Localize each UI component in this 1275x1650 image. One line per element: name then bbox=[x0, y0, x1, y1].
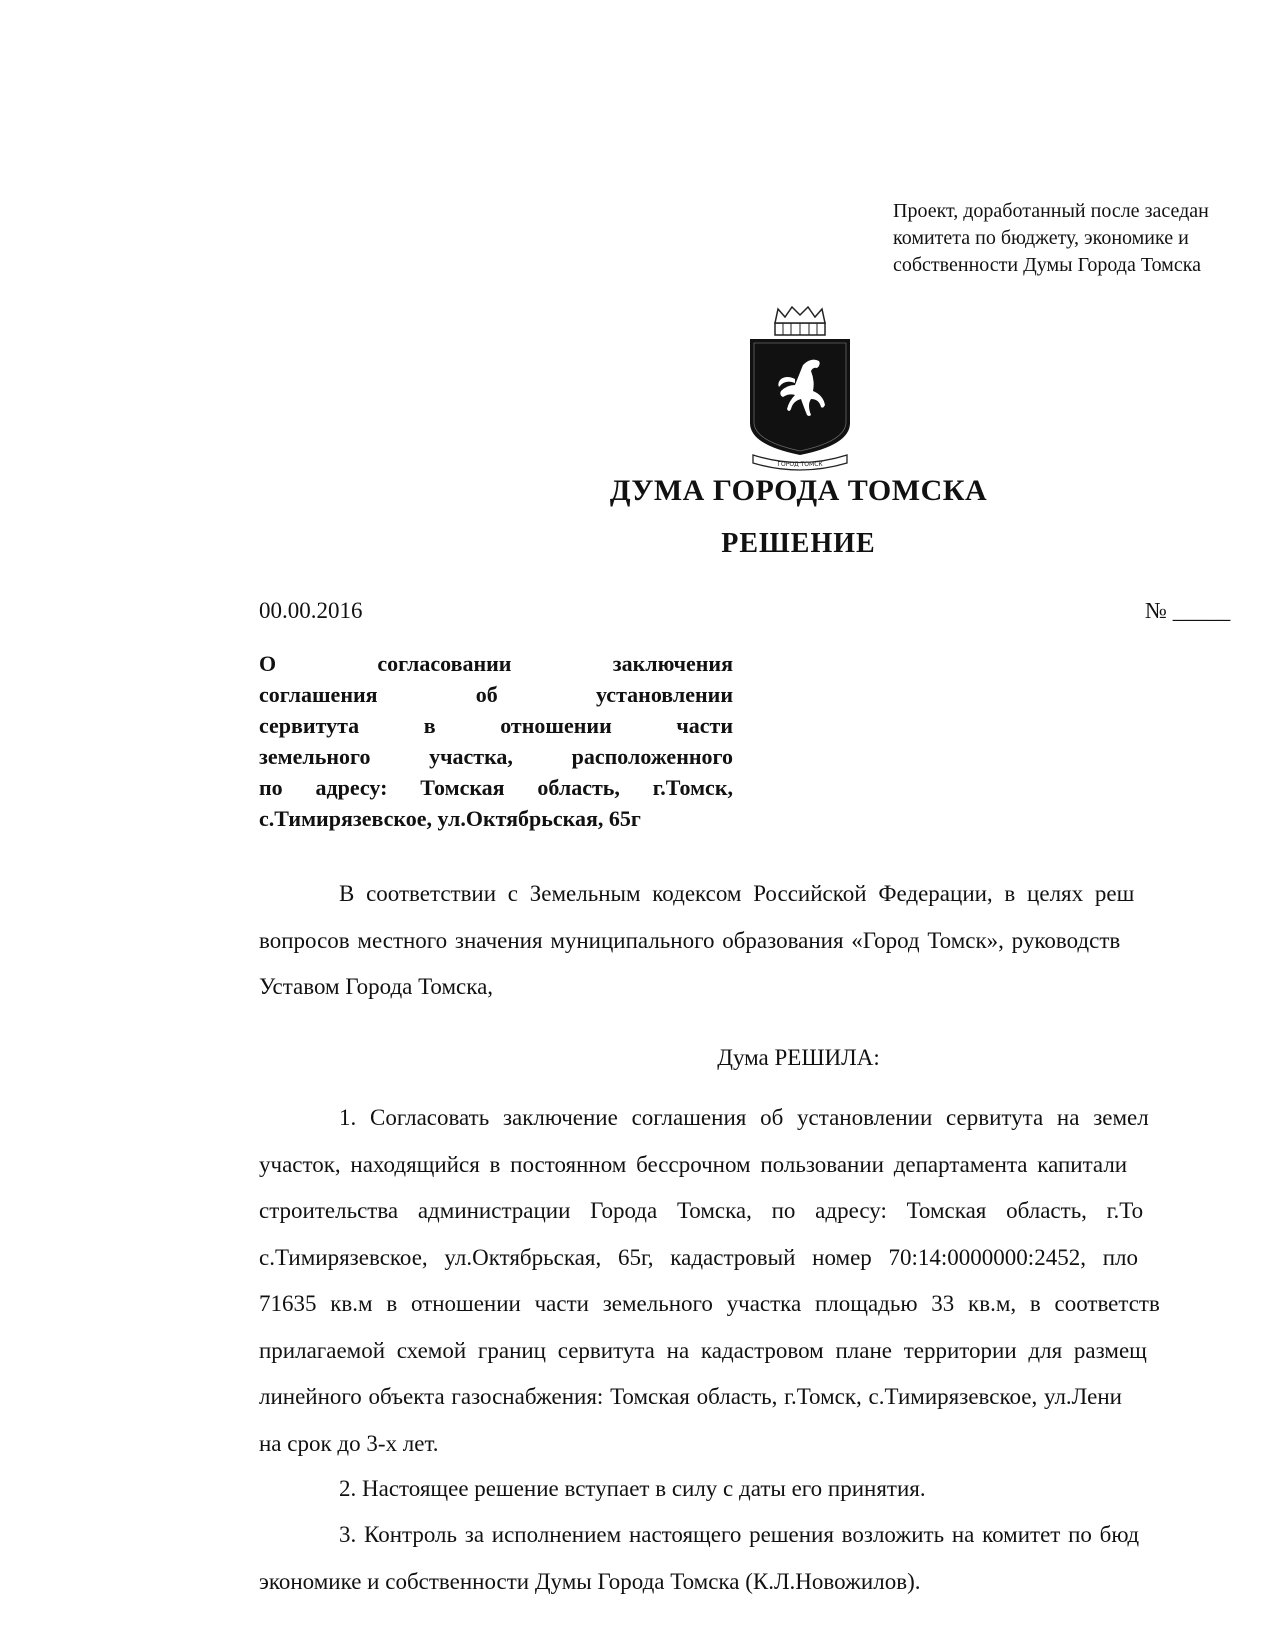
subject-line: по адресу: Томская область, г.Томск, bbox=[259, 775, 733, 800]
document-subject bbox=[259, 648, 733, 834]
item-1-line: на срок до 3-х лет. bbox=[259, 1430, 439, 1456]
decided-heading: Дума РЕШИЛА: bbox=[717, 1045, 880, 1070]
ribbon-text: ГОРОД ТОМСК bbox=[777, 461, 823, 468]
document-number: № _____ bbox=[1145, 598, 1231, 623]
subject-line: соглашения об установлении bbox=[259, 682, 733, 707]
document-date: 00.00.2016 bbox=[259, 598, 363, 623]
document-type-title: РЕШЕНИЕ bbox=[721, 528, 876, 559]
organization-title: ДУМА ГОРОДА ТОМСКА bbox=[609, 474, 988, 507]
item-1-line: линейного объекта газоснабжения: Томская область, г.Томск, с.Тимирязевское, ул.Лени bbox=[259, 1384, 1122, 1409]
item-1-line: строительства администрации Города Томска, по адресу: Томская область, г.То bbox=[259, 1198, 1144, 1223]
item-1-line: прилагаемой схемой границ сервитута на кадастровом плане территории для размещ bbox=[259, 1337, 1147, 1363]
preamble-line: Уставом Города Томска, bbox=[259, 974, 494, 999]
preamble-line: В соответствии с Земельным кодексом Российской Федерации, в целях реш bbox=[339, 881, 1135, 906]
item-1-line: участок, находящийся в постоянном бессрочном пользовании департамента капитали bbox=[259, 1151, 1128, 1177]
item-2-line: 2. Настоящее решение вступает в силу с даты его принятия. bbox=[339, 1476, 926, 1501]
item-1-line: 1. Согласовать заключение соглашения об установлении сервитута на земел bbox=[339, 1105, 1149, 1130]
draft-note-line: собственности Думы Города Томска bbox=[893, 254, 1202, 276]
subject-line: О согласовании заключения bbox=[259, 651, 733, 676]
item-3-line: 3. Контроль за исполнением настоящего решения возложить на комитет по бюд bbox=[339, 1522, 1140, 1547]
tomsk-coat-of-arms-icon bbox=[745, 305, 855, 475]
draft-note-line: комитета по бюджету, экономике и bbox=[893, 227, 1189, 249]
item-3-paragraph bbox=[259, 1512, 1275, 1605]
draft-note bbox=[893, 198, 1275, 279]
item-3-line: экономике и собственности Думы Города Томска (К.Л.Новожилов). bbox=[259, 1568, 921, 1594]
subject-line: с.Тимирязевское, ул.Октябрьская, 65г bbox=[259, 806, 641, 831]
crown-icon bbox=[775, 307, 825, 335]
ribbon-icon bbox=[753, 455, 847, 470]
item-1-line: 71635 кв.м в отношении части земельного участка площадью 33 кв.м, в соответств bbox=[259, 1291, 1160, 1316]
item-1-paragraph bbox=[259, 1095, 1275, 1467]
draft-note-line: Проект, доработанный после заседан bbox=[893, 200, 1209, 222]
subject-line: сервитута в отношении части bbox=[259, 713, 733, 738]
preamble-paragraph bbox=[259, 871, 1275, 1011]
item-1-line: с.Тимирязевское, ул.Октябрьская, 65г, кадастровый номер 70:14:0000000:2452, пло bbox=[259, 1244, 1138, 1270]
item-2-paragraph bbox=[259, 1466, 1275, 1513]
preamble-line: вопросов местного значения муниципального образования «Город Томск», руководств bbox=[259, 927, 1121, 953]
subject-line: земельного участка, расположенного bbox=[259, 744, 733, 769]
